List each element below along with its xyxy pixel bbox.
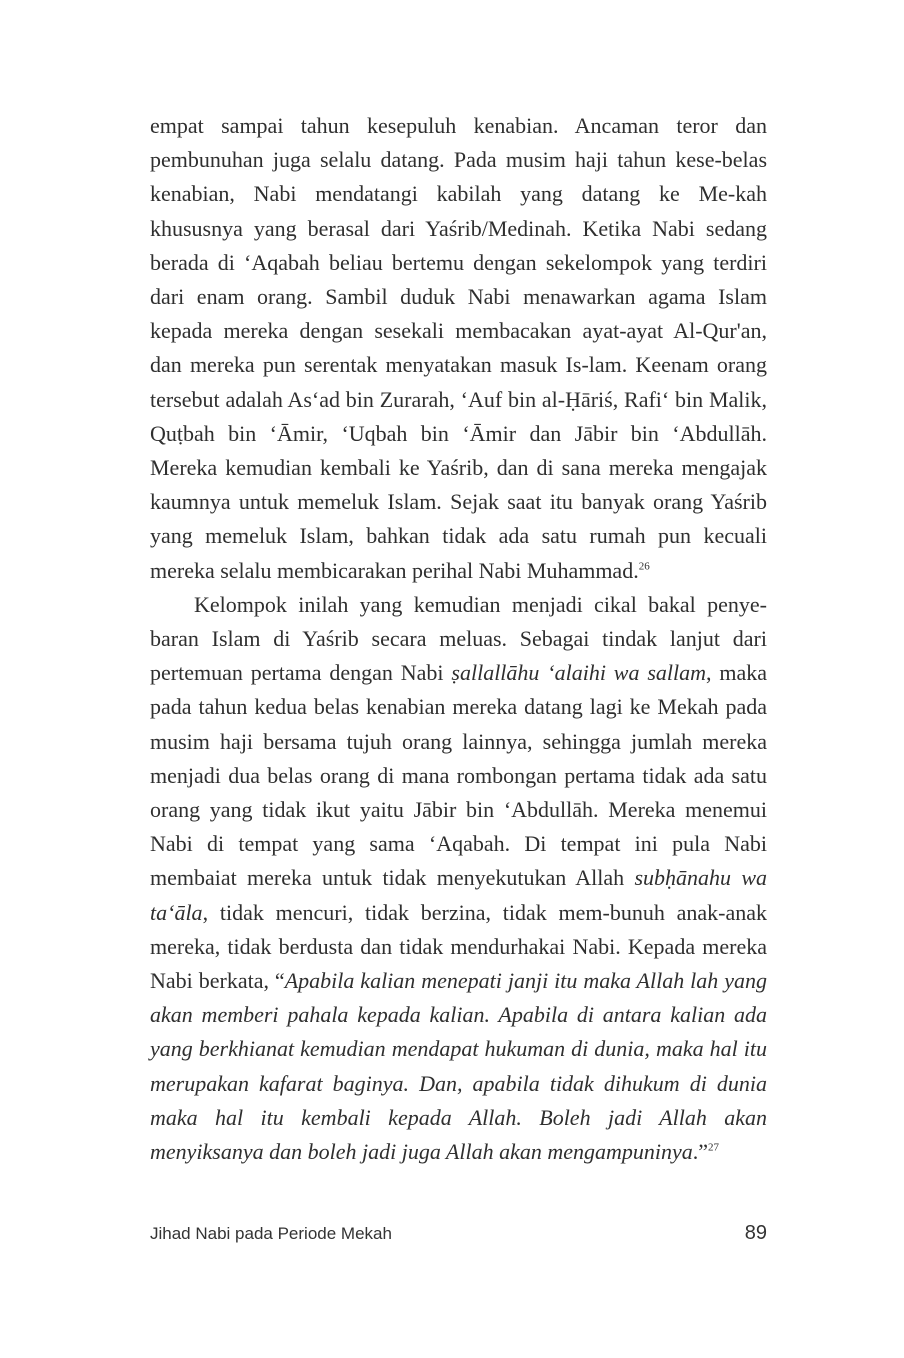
divine-epithet: subḥānahu wa ta‘āla	[150, 865, 767, 925]
paragraph-1-text: empat sampai tahun kesepuluh kenabian. Ancaman teror dan pembunuhan juga selalu datang. Pada musim haji tahun kese-belas kenabian, Nabi mendatangi kabilah yang datang ke Me-kah khususnya yang berasal dari Yaśrib/Medinah. Ketika Nabi sedang berada di ‘Aqabah beliau bertemu dengan sekelompok yang terdiri dari enam orang. Sambil duduk Nabi menawarkan agama Islam kepada mereka dengan sesekali membacakan ayat-ayat Al-Qur'an, dan mereka pun serentak menyatakan masuk Is-lam. Keenam orang tersebut adalah As‘ad bin Zurarah, ‘Auf bin al-Ḥāriś, Rafi‘ bin Malik, Quṭbah bin ‘Āmir, ‘Uqbah bin ‘Āmir dan Jābir bin ‘Abdullāh. Mereka kemudian kembali ke Yaśrib, dan di sana mereka mengajak kaumnya untuk memeluk Islam. Sejak saat itu banyak orang Yaśrib yang memeluk Islam, bahkan tidak ada satu rumah pun kecuali mereka selalu membicarakan perihal Nabi Muhammad.	[150, 113, 767, 583]
paragraph-2-text-start: Kelompok inilah yang kemudian menjadi cikal bakal penye-baran Islam di Yaśrib secara meluas. Sebagai tindak lanjut dari pertemuan pertama dengan Nabi	[150, 591, 767, 686]
paragraph-2-text-end: , tidak mencuri, tidak berzina, tidak mem-bunuh anak-anak mereka, tidak berdusta dan tidak mendurhakai Nabi. Kepada mereka Nabi berkata, “	[150, 899, 767, 994]
quote-closing: .”	[692, 1139, 709, 1165]
honorific-phrase: ṣallallāhu ‘alaihi wa sallam	[451, 660, 706, 686]
paragraph-2-text-middle: , maka pada tahun kedua belas kenabian mereka datang lagi ke Mekah pada musim haji bersama tujuh orang lainnya, sehingga jumlah mereka menjadi dua belas orang di mana rombongan pertama tidak ada satu orang yang tidak ikut yaitu Jābir bin ‘Abdullāh. Mereka menemui Nabi di tempat yang sama ‘Aqabah. Di tempat ini pula Nabi membaiat mereka untuk tidak menyekutukan Allah	[150, 660, 767, 891]
body-text	[150, 109, 767, 1169]
running-title: Jihad Nabi pada Periode Mekah	[150, 1224, 392, 1243]
prophet-quote: Apabila kalian menepati janji itu maka Allah lah yang akan memberi pahala kepada kalian. Apabila di antara kalian ada yang berkhianat kemudian mendapat hukuman di dunia, maka hal itu merupakan kafarat baginya. Dan, apabila tidak dihukum di dunia maka hal itu kembali kepada Allah. Boleh jadi Allah akan menyiksanya dan boleh jadi juga Allah akan mengampuninya	[150, 968, 768, 1165]
paragraph-2	[150, 588, 767, 1169]
footnote-marker-27: 27	[708, 1141, 720, 1154]
page-number: 89	[744, 1222, 767, 1244]
paragraph-1	[150, 109, 767, 588]
page-footer	[150, 1222, 767, 1250]
footnote-marker-26: 26	[638, 560, 650, 573]
